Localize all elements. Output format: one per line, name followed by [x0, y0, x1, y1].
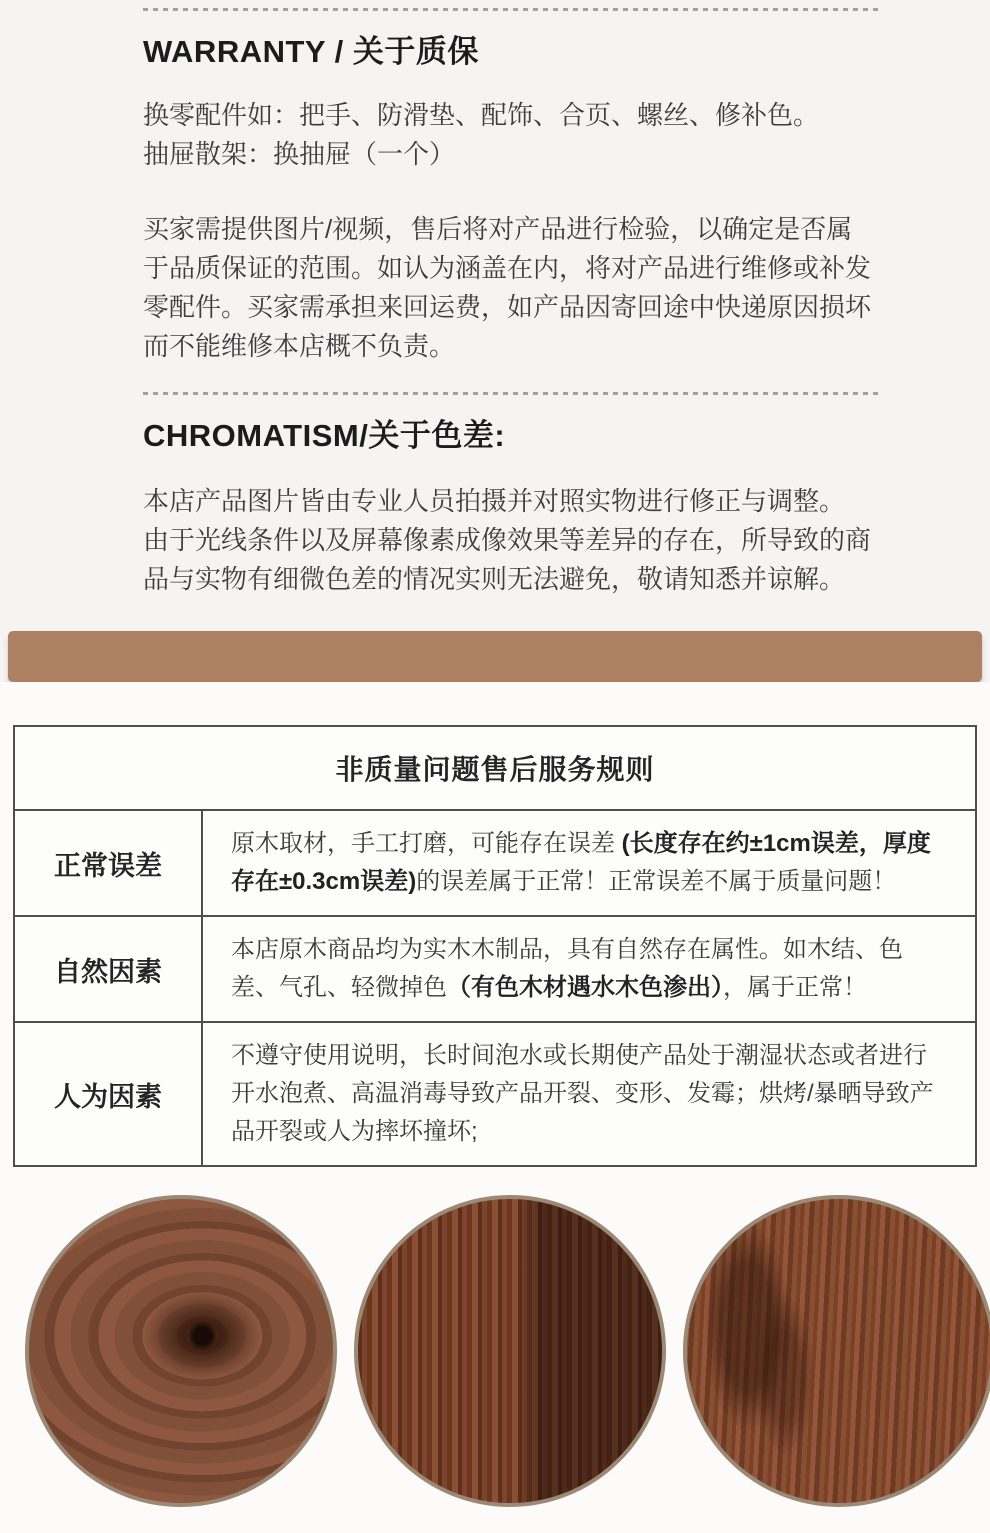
table-row-natural-factors [14, 916, 976, 1022]
table-row-normal-tolerance [14, 810, 976, 916]
rule-text-bold: (长度存在约±1cm误差，厚度存在±0.3cm误差) [231, 830, 931, 895]
wood-knot-texture-image [25, 1195, 337, 1507]
rule-label: 人为因素 [14, 1022, 202, 1166]
dashed-divider-top [143, 8, 878, 11]
rules-table-title-row [14, 726, 976, 810]
warranty-policy-text: 买家需提供图片/视频，售后将对产品进行检验，以确定是否属于品质保证的范围。如认为涵盖在内，将对产品进行维修或补发零配件。买家需承担来回运费，如产品因寄回途中快递原因损坏而不能维修本店概不负责。 [143, 214, 872, 361]
rule-label: 正常误差 [14, 810, 202, 916]
chromatism-heading: CHROMATISM/关于色差: [143, 418, 506, 453]
warranty-parts-line1: 换零配件如：把手、防滑垫、配饰、合页、螺丝、修补色。 [143, 100, 820, 130]
chromatism-line2: 由于光线条件以及屏幕像素成像效果等差异的存在，所导致的商品与实物有细微色差的情况实则无法避免，敬请知悉并谅解。 [143, 525, 872, 594]
dashed-divider-middle [143, 392, 878, 395]
warranty-parts-line2: 抽屉散架：换抽屉（一个） [143, 139, 456, 169]
rule-text [202, 916, 976, 1022]
chromatism-text [143, 482, 878, 599]
rule-label: 自然因素 [14, 916, 202, 1022]
wood-straight-grain-texture-image [354, 1195, 666, 1507]
rule-text [202, 810, 976, 916]
rules-section [0, 682, 990, 1507]
section-divider-bar [8, 631, 982, 682]
wood-sample-gallery [13, 1195, 990, 1507]
rule-text-pre: 原木取材，手工打磨，可能存在误差 [231, 830, 622, 857]
wood-figured-grain-texture-image [683, 1195, 990, 1507]
rule-text-pre: 本店原木商品均为实木木制品，具有自然存在属性。如木结、色差、气孔、轻微掉色 [231, 936, 903, 1001]
warranty-heading: WARRANTY / 关于质保 [143, 34, 479, 69]
rule-text-post: 的误差属于正常！正常误差不属于质量问题！ [416, 868, 897, 895]
rule-text-bold: （有色木材遇水木色渗出） [447, 974, 723, 1001]
table-row-human-factors [14, 1022, 976, 1166]
warranty-parts-text [143, 96, 878, 174]
rule-text [202, 1022, 976, 1166]
after-sales-info-content [0, 8, 990, 599]
rules-table-title: 非质量问题售后服务规则 [14, 726, 976, 810]
chromatism-line1: 本店产品图片皆由专业人员拍摄并对照实物进行修正与调整。 [143, 486, 846, 516]
rule-text-pre: 不遵守使用说明，长时间泡水或长期使产品处于潮湿状态或者进行开水泡煮、高温消毒导致产品开裂、变形、发霉；烘烤/暴晒导致产品开裂或人为摔坏撞坏; [231, 1042, 934, 1145]
after-sales-info-section [0, 0, 990, 682]
rule-text-post: ，属于正常！ [723, 974, 867, 1001]
after-sales-rules-table [13, 725, 977, 1167]
